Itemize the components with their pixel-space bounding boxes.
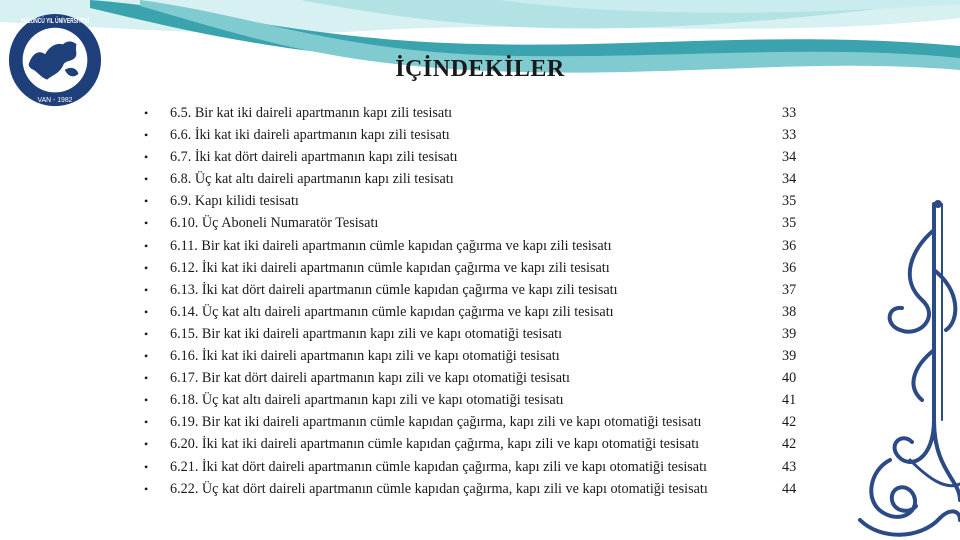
toc-entry-page-number: 35 xyxy=(782,193,797,210)
toc-entry-label: 6.11. Bir kat iki daireli apartmanın cümle kapıdan çağırma ve kapı zili tesisatı xyxy=(170,237,612,254)
toc-entry-label: 6.18. Üç kat altı daireli apartmanın kapı zili ve kapı otomatiği tesisatı xyxy=(170,392,564,409)
toc-entry-label: 6.9. Kapı kilidi tesisatı xyxy=(170,193,299,210)
toc-entry-page-number: 33 xyxy=(782,127,797,144)
toc-entry-label: 6.21. İki kat dört daireli apartmanın cümle kapıdan çağırma, kapı zili ve kapı otomatiği tesisatı xyxy=(170,458,707,475)
toc-entry-page-number: 40 xyxy=(782,370,797,387)
bullet-icon: • xyxy=(144,437,149,452)
toc-entry xyxy=(140,257,820,279)
toc-entry xyxy=(140,301,820,323)
toc-entry-page-number: 35 xyxy=(782,215,797,232)
toc-entry-page-number: 33 xyxy=(782,105,797,121)
logo-bottom-text: VAN - 1982 xyxy=(37,97,73,105)
toc-entry xyxy=(140,456,820,478)
toc-entry-page-number: 44 xyxy=(782,480,797,497)
toc-entry xyxy=(140,367,820,389)
toc-entry-page-number: 43 xyxy=(782,458,797,475)
toc-entry-label: 6.10. Üç Aboneli Numaratör Tesisatı xyxy=(170,215,379,232)
bullet-icon: • xyxy=(144,481,149,496)
bullet-icon: • xyxy=(144,106,149,120)
toc-entry-page-number: 36 xyxy=(782,259,797,276)
bullet-icon: • xyxy=(144,194,149,209)
toc-entry-page-number: 37 xyxy=(782,281,797,298)
toc-entry-label: 6.19. Bir kat iki daireli apartmanın cümle kapıdan çağırma, kapı zili ve kapı otomatiği tesisatı xyxy=(170,414,702,431)
bullet-icon: • xyxy=(144,128,149,143)
toc-entry-label: 6.14. Üç kat altı daireli apartmanın cümle kapıdan çağırma ve kapı zili tesisatı xyxy=(170,303,614,320)
celtic-ornament-decoration xyxy=(850,120,960,540)
bullet-icon: • xyxy=(144,326,149,341)
toc-entry-page-number: 41 xyxy=(782,392,797,409)
bullet-icon: • xyxy=(144,304,149,319)
bullet-icon: • xyxy=(144,415,149,430)
toc-entry xyxy=(140,168,820,190)
table-of-contents xyxy=(140,102,820,500)
bullet-icon: • xyxy=(144,150,149,165)
toc-entry-label: 6.6. İki kat iki daireli apartmanın kapı zili tesisatı xyxy=(170,127,450,144)
page-title: İÇİNDEKİLER xyxy=(395,56,565,82)
toc-entry-label: 6.22. Üç kat dört daireli apartmanın cümle kapıdan çağırma, kapı zili ve kapı otomatiği tesisatı xyxy=(170,480,708,497)
bullet-icon: • xyxy=(144,393,149,408)
toc-entry-label: 6.5. Bir kat iki daireli apartmanın kapı zili tesisatı xyxy=(170,105,453,121)
toc-entry xyxy=(140,411,820,433)
toc-entry-label: 6.20. İki kat iki daireli apartmanın cümle kapıdan çağırma, kapı zili ve kapı otomatiği tesisatı xyxy=(170,436,700,453)
toc-entry-page-number: 34 xyxy=(782,149,797,166)
toc-entry xyxy=(140,124,820,146)
toc-entry-page-number: 42 xyxy=(782,436,797,453)
toc-entry xyxy=(140,389,820,411)
toc-entry-label: 6.12. İki kat iki daireli apartmanın cümle kapıdan çağırma ve kapı zili tesisatı xyxy=(170,259,610,276)
toc-entry xyxy=(140,433,820,455)
bullet-icon: • xyxy=(144,349,149,364)
toc-entry-label: 6.13. İki kat dört daireli apartmanın cümle kapıdan çağırma ve kapı zili tesisatı xyxy=(170,281,618,298)
toc-entry-label: 6.15. Bir kat iki daireli apartmanın kapı zili ve kapı otomatiği tesisatı xyxy=(170,325,563,342)
toc-entry xyxy=(140,146,820,168)
toc-entry-label: 6.7. İki kat dört daireli apartmanın kapı zili tesisatı xyxy=(170,149,458,166)
toc-entry xyxy=(140,478,820,500)
bullet-icon: • xyxy=(144,371,149,386)
bullet-icon: • xyxy=(144,172,149,187)
toc-entry xyxy=(140,190,820,212)
logo-top-text: YÜZÜNCÜ YIL ÜNİVERSİTESİ xyxy=(20,15,90,25)
toc-entry xyxy=(140,235,820,257)
toc-entry-label: 6.17. Bir kat dört daireli apartmanın kapı zili ve kapı otomatiği tesisatı xyxy=(170,370,570,387)
toc-entry xyxy=(140,323,820,345)
toc-entry-label: 6.8. Üç kat altı daireli apartmanın kapı zili tesisatı xyxy=(170,171,454,188)
bullet-icon: • xyxy=(144,459,149,474)
bullet-icon: • xyxy=(144,260,149,275)
toc-entry-page-number: 38 xyxy=(782,303,797,320)
toc-entry-page-number: 34 xyxy=(782,171,797,188)
toc-entry xyxy=(140,279,820,301)
toc-entry-page-number: 36 xyxy=(782,237,797,254)
toc-entry-page-number: 39 xyxy=(782,348,797,365)
toc-entry xyxy=(140,345,820,367)
toc-entry-page-number: 42 xyxy=(782,414,797,431)
toc-entry xyxy=(140,102,820,124)
toc-entry xyxy=(140,212,820,234)
bullet-icon: • xyxy=(144,282,149,297)
bullet-icon: • xyxy=(144,216,149,231)
toc-entry-page-number: 39 xyxy=(782,325,797,342)
toc-entry-label: 6.16. İki kat iki daireli apartmanın kapı zili ve kapı otomatiği tesisatı xyxy=(170,348,560,365)
bullet-icon: • xyxy=(144,238,149,253)
